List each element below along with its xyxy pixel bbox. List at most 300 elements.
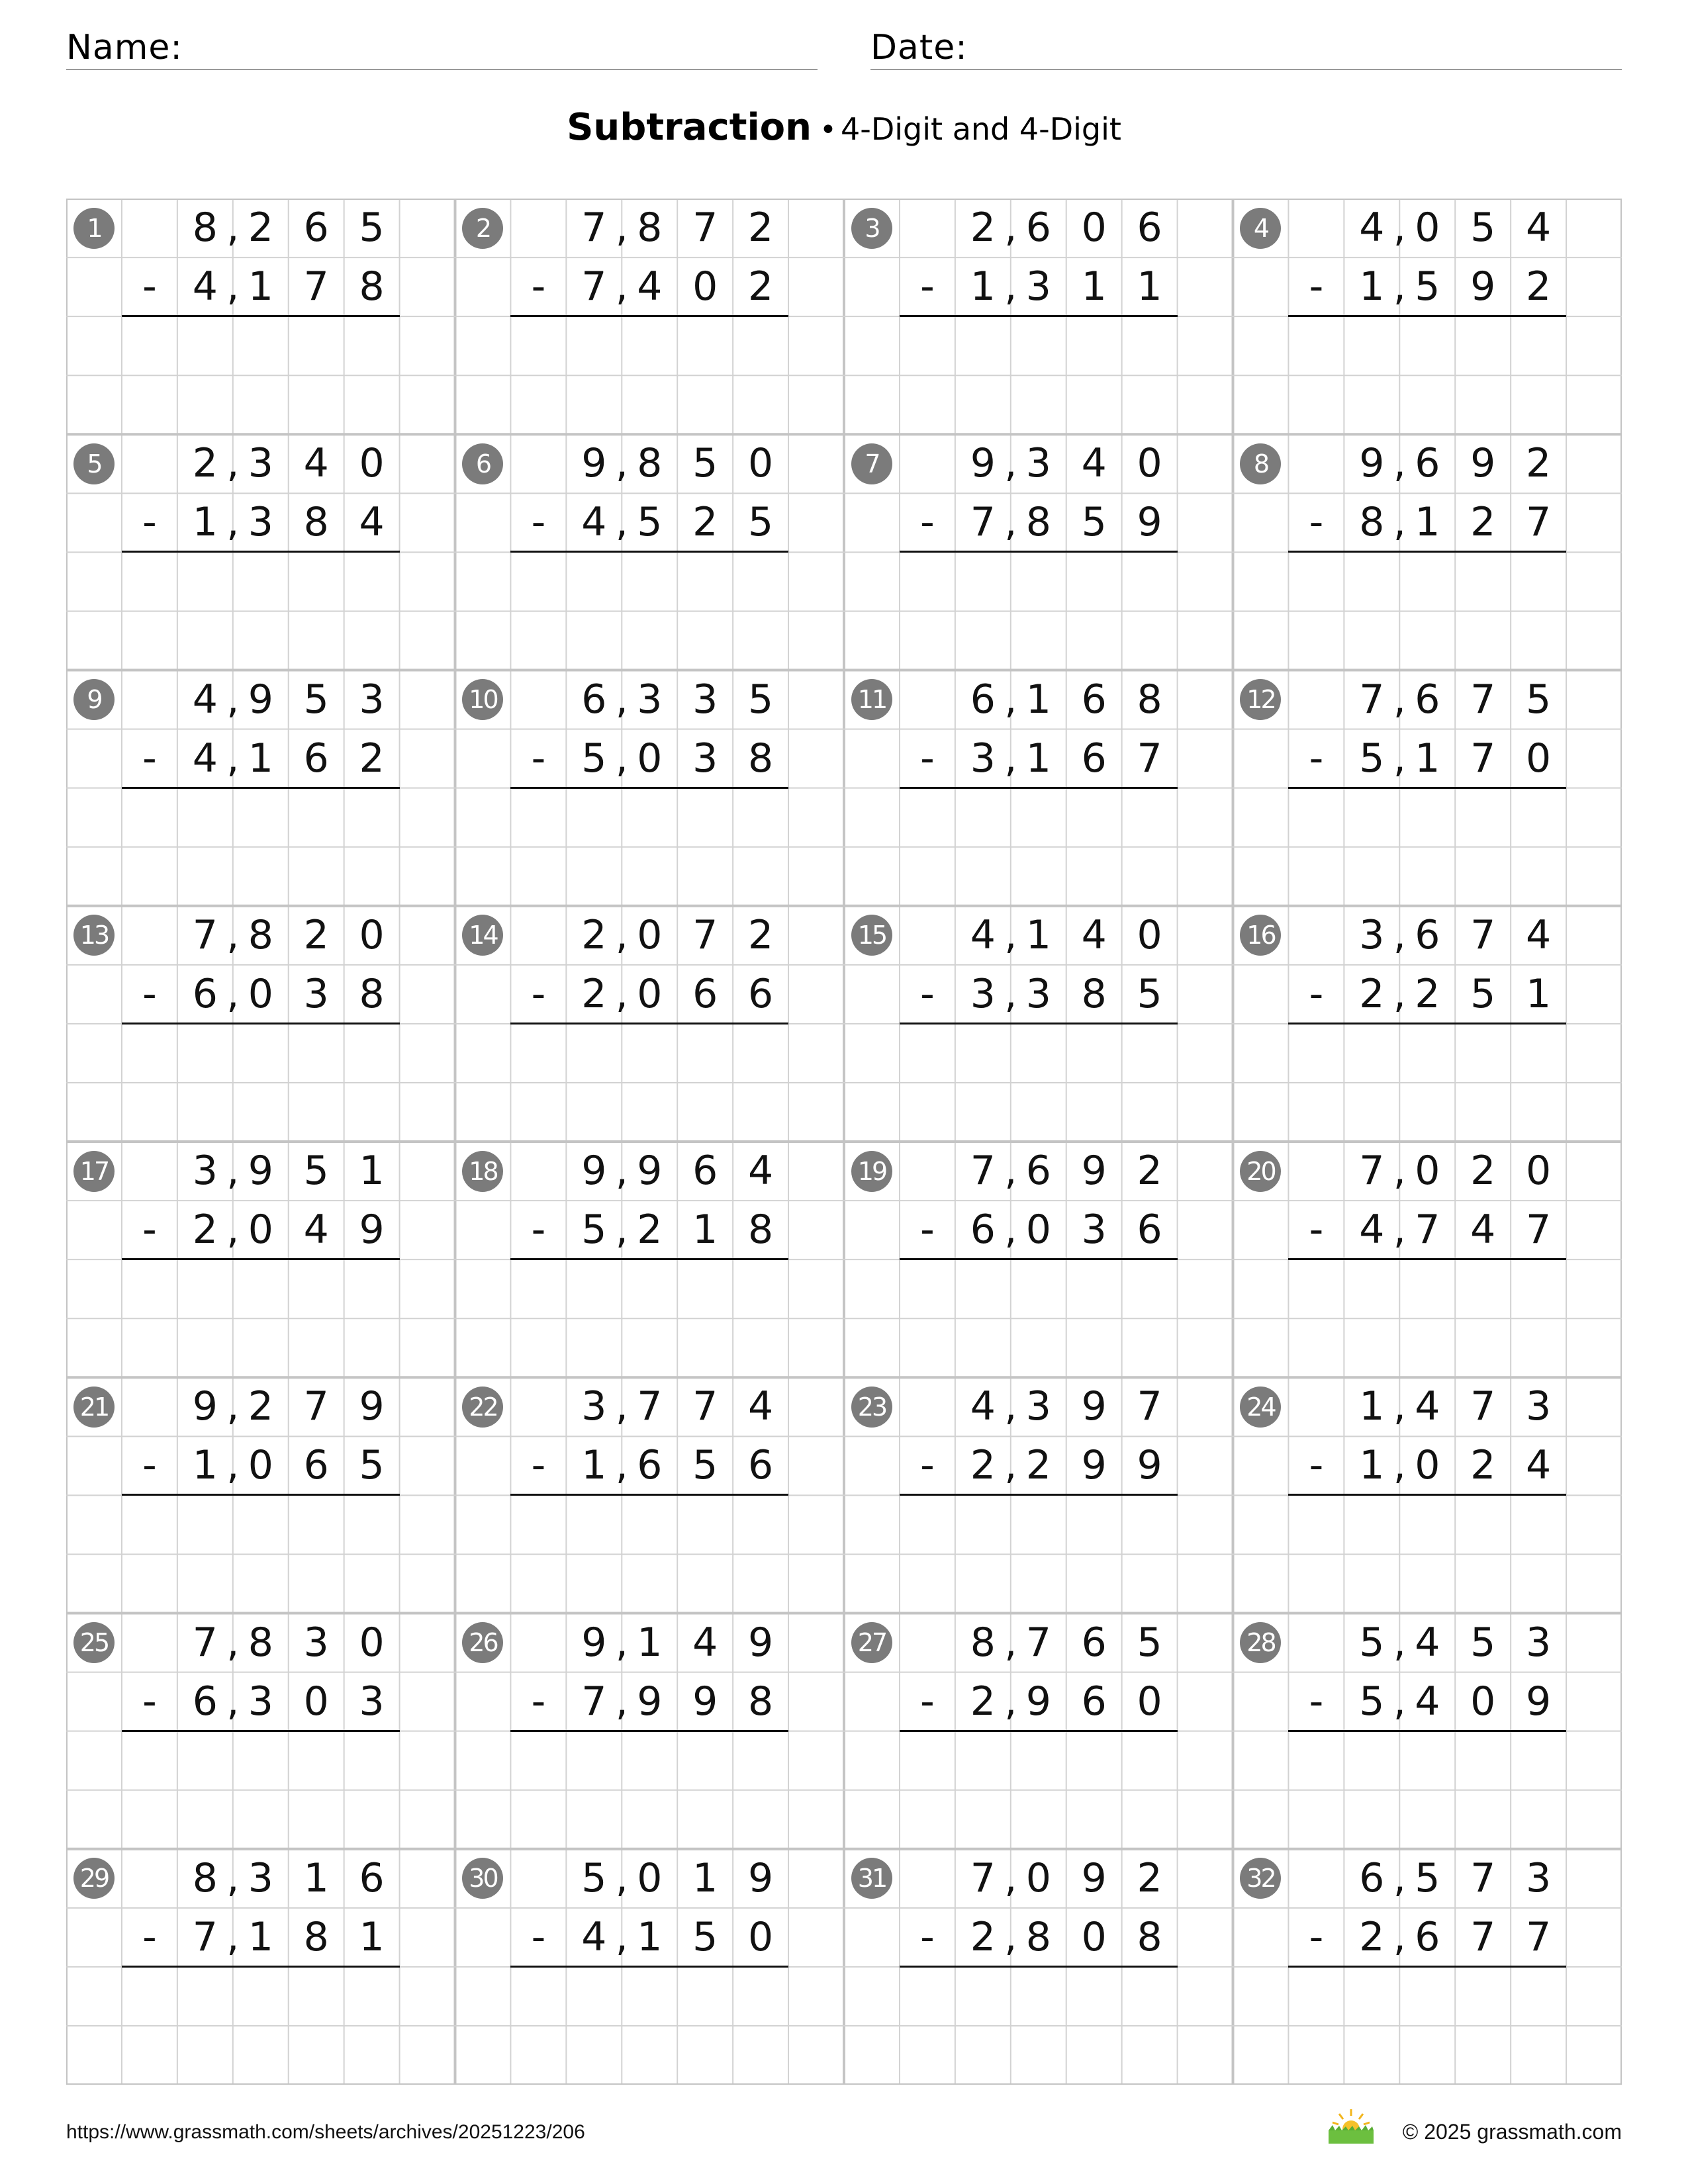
subtrahend-digit: 6 [748, 970, 774, 1017]
minuend-digit: 8 [970, 1619, 996, 1666]
subtrahend-separator: , [1393, 1442, 1406, 1489]
minus-operator: - [1309, 1678, 1324, 1725]
problem-number-badge: 5 [73, 443, 115, 484]
minuend-digit: 9 [1359, 440, 1385, 487]
minuend-digit: 1 [637, 1619, 663, 1666]
minuend-digit: 9 [1081, 1854, 1107, 1901]
minuend-digit: 6 [359, 1854, 385, 1901]
problem-grid [66, 199, 1622, 2085]
subtrahend-digit: 2 [692, 499, 718, 546]
minuend-digit: 3 [192, 1148, 218, 1194]
minus-operator: - [142, 735, 157, 782]
problem-number-badge: 28 [1240, 1622, 1281, 1663]
subtrahend-digit: 5 [359, 1442, 385, 1489]
minuend-digit: 6 [1081, 1619, 1107, 1666]
minuend-digit: 5 [303, 1148, 329, 1194]
subtrahend-separator: , [1004, 1678, 1017, 1725]
subtrahend-digit: 8 [748, 1206, 774, 1253]
minuend-digit: 1 [303, 1854, 329, 1901]
minuend-digit: 7 [692, 205, 718, 251]
subtrahend-digit: 7 [1415, 1206, 1440, 1253]
subtrahend-digit: 0 [637, 970, 663, 1017]
minuend-digit: 9 [637, 1148, 663, 1194]
minuend-digit: 9 [970, 440, 996, 487]
minuend-digit: 9 [748, 1854, 774, 1901]
subtrahend-digit: 5 [637, 499, 663, 546]
subtrahend-digit: 1 [1415, 735, 1440, 782]
minus-operator: - [531, 1442, 546, 1489]
minuend-separator: , [226, 205, 240, 251]
minuend-digit: 4 [1526, 911, 1552, 958]
subtrahend-digit: 8 [359, 263, 385, 310]
problem-number-badge: 25 [73, 1622, 115, 1663]
answer-line [1288, 551, 1566, 553]
minuend-digit: 3 [1025, 1383, 1051, 1430]
minus-operator: - [142, 1206, 157, 1253]
subtrahend-digit: 6 [1081, 735, 1107, 782]
minuend-separator: , [615, 1619, 628, 1666]
minuend-digit: 3 [1526, 1383, 1552, 1430]
subtrahend-digit: 2 [1470, 499, 1496, 546]
problem-number-badge: 31 [851, 1858, 892, 1899]
minuend-digit: 5 [1359, 1619, 1385, 1666]
subtrahend-separator: , [1004, 499, 1017, 546]
problem-number-badge: 18 [462, 1151, 503, 1192]
subtrahend-digit: 2 [970, 1442, 996, 1489]
subtrahend-digit: 5 [1137, 970, 1162, 1017]
subtrahend-digit: 2 [637, 1206, 663, 1253]
problem-number-badge: 17 [73, 1151, 115, 1192]
minuend-separator: , [226, 1619, 240, 1666]
subtrahend-digit: 6 [1415, 1913, 1440, 1960]
subtrahend-separator: , [615, 1678, 628, 1725]
subtrahend-digit: 4 [1526, 1442, 1552, 1489]
subtrahend-digit: 8 [748, 1678, 774, 1725]
minuend-digit: 9 [359, 1383, 385, 1430]
subtrahend-digit: 2 [1415, 970, 1440, 1017]
subtrahend-digit: 9 [692, 1678, 718, 1725]
minus-operator: - [920, 1678, 935, 1725]
minuend-digit: 3 [1526, 1619, 1552, 1666]
answer-line [122, 1258, 400, 1260]
subtrahend-digit: 4 [581, 1913, 607, 1960]
subtrahend-digit: 7 [1470, 1913, 1496, 1960]
subtrahend-digit: 1 [970, 263, 996, 310]
subtrahend-digit: 1 [248, 735, 273, 782]
minuend-digit: 3 [581, 1383, 607, 1430]
subtrahend-digit: 0 [1081, 1913, 1107, 1960]
minuend-digit: 4 [1081, 911, 1107, 958]
subtrahend-digit: 1 [581, 1442, 607, 1489]
minuend-digit: 4 [192, 676, 218, 723]
subtrahend-digit: 0 [248, 1206, 273, 1253]
minuend-digit: 8 [637, 205, 663, 251]
answer-line [1288, 1258, 1566, 1260]
subtrahend-digit: 0 [1137, 1678, 1162, 1725]
subtrahend-separator: , [226, 1913, 240, 1960]
minuend-separator: , [615, 1854, 628, 1901]
minuend-digit: 4 [692, 1619, 718, 1666]
answer-line [1288, 315, 1566, 317]
subtrahend-digit: 6 [192, 1678, 218, 1725]
minuend-digit: 7 [1470, 676, 1496, 723]
minus-operator: - [531, 1206, 546, 1253]
minuend-separator: , [1393, 1854, 1406, 1901]
subtrahend-digit: 8 [359, 970, 385, 1017]
minuend-digit: 6 [970, 676, 996, 723]
minuend-digit: 0 [1526, 1148, 1552, 1194]
minuend-digit: 0 [637, 1854, 663, 1901]
minuend-separator: , [1393, 205, 1406, 251]
subtrahend-digit: 2 [1526, 263, 1552, 310]
minus-operator: - [531, 1678, 546, 1725]
subtrahend-digit: 3 [1025, 970, 1051, 1017]
subtrahend-digit: 1 [1359, 1442, 1385, 1489]
minuend-digit: 5 [1415, 1854, 1440, 1901]
minuend-separator: , [1004, 1854, 1017, 1901]
subtrahend-digit: 1 [692, 1206, 718, 1253]
subtrahend-digit: 6 [192, 970, 218, 1017]
minuend-separator: , [1004, 676, 1017, 723]
minuend-digit: 9 [581, 1619, 607, 1666]
subtrahend-digit: 3 [303, 970, 329, 1017]
subtrahend-digit: 8 [1359, 499, 1385, 546]
minuend-digit: 9 [192, 1383, 218, 1430]
minuend-digit: 9 [581, 440, 607, 487]
minus-operator: - [531, 1913, 546, 1960]
minus-operator: - [142, 1442, 157, 1489]
subtrahend-digit: 2 [359, 735, 385, 782]
subtrahend-digit: 6 [970, 1206, 996, 1253]
minuend-digit: 7 [1025, 1619, 1051, 1666]
subtrahend-separator: , [615, 970, 628, 1017]
minuend-digit: 9 [1081, 1383, 1107, 1430]
date-field[interactable] [870, 23, 1622, 70]
problem-number-badge: 2 [462, 208, 503, 249]
minus-operator: - [531, 735, 546, 782]
minuend-digit: 6 [1359, 1854, 1385, 1901]
minuend-digit: 2 [248, 205, 273, 251]
answer-line [1288, 787, 1566, 789]
minuend-digit: 0 [1415, 205, 1440, 251]
problem-number-badge: 15 [851, 915, 892, 956]
minuend-digit: 7 [692, 1383, 718, 1430]
minus-operator: - [142, 1913, 157, 1960]
minuend-digit: 0 [1025, 1854, 1051, 1901]
subtrahend-digit: 1 [1526, 970, 1552, 1017]
subtrahend-digit: 4 [637, 263, 663, 310]
minuend-digit: 4 [748, 1148, 774, 1194]
minuend-digit: 7 [1359, 1148, 1385, 1194]
subtrahend-digit: 1 [248, 1913, 273, 1960]
title-subtitle: 4-Digit and 4-Digit [840, 111, 1121, 147]
minuend-separator: , [226, 1854, 240, 1901]
minuend-digit: 4 [1359, 205, 1385, 251]
problem-number-badge: 22 [462, 1387, 503, 1428]
problem-number-badge: 8 [1240, 443, 1281, 484]
subtrahend-digit: 9 [1137, 499, 1162, 546]
minuend-digit: 7 [1470, 911, 1496, 958]
name-field[interactable] [66, 23, 818, 70]
subtrahend-digit: 4 [1359, 1206, 1385, 1253]
minuend-digit: 7 [192, 911, 218, 958]
subtrahend-digit: 0 [1025, 1206, 1051, 1253]
minus-operator: - [920, 263, 935, 310]
subtrahend-digit: 5 [1359, 735, 1385, 782]
subtrahend-separator: , [1393, 263, 1406, 310]
minus-operator: - [920, 970, 935, 1017]
minuend-digit: 2 [1137, 1148, 1162, 1194]
minuend-digit: 6 [303, 205, 329, 251]
subtrahend-digit: 9 [1081, 1442, 1107, 1489]
subtrahend-digit: 8 [1137, 1913, 1162, 1960]
subtrahend-digit: 4 [1415, 1678, 1440, 1725]
minuend-separator: , [226, 440, 240, 487]
subtrahend-digit: 3 [359, 1678, 385, 1725]
subtrahend-separator: , [1393, 1678, 1406, 1725]
subtrahend-digit: 5 [1470, 970, 1496, 1017]
subtrahend-separator: , [226, 970, 240, 1017]
subtrahend-digit: 6 [1137, 1206, 1162, 1253]
answer-line [510, 551, 788, 553]
subtrahend-digit: 8 [303, 499, 329, 546]
problem-number-badge: 30 [462, 1858, 503, 1899]
footer-copyright: © 2025 grassmath.com [1402, 2120, 1622, 2144]
minuend-digit: 2 [1470, 1148, 1496, 1194]
minuend-digit: 3 [637, 676, 663, 723]
subtrahend-digit: 7 [192, 1913, 218, 1960]
answer-line [122, 1730, 400, 1732]
subtrahend-digit: 7 [581, 263, 607, 310]
minuend-digit: 8 [637, 440, 663, 487]
minuend-digit: 3 [1526, 1854, 1552, 1901]
subtrahend-digit: 4 [192, 263, 218, 310]
subtrahend-digit: 3 [692, 735, 718, 782]
subtrahend-digit: 4 [581, 499, 607, 546]
minus-operator: - [142, 499, 157, 546]
problem-number-badge: 32 [1240, 1858, 1281, 1899]
subtrahend-digit: 4 [303, 1206, 329, 1253]
minuend-digit: 8 [192, 205, 218, 251]
subtrahend-digit: 9 [359, 1206, 385, 1253]
problem-number-badge: 27 [851, 1622, 892, 1663]
minus-operator: - [142, 970, 157, 1017]
answer-line [900, 1494, 1178, 1496]
subtrahend-separator: , [1393, 970, 1406, 1017]
minuend-digit: 2 [248, 1383, 273, 1430]
minuend-separator: , [1004, 1383, 1017, 1430]
subtrahend-digit: 5 [692, 1442, 718, 1489]
subtrahend-digit: 4 [192, 735, 218, 782]
answer-line [1288, 1966, 1566, 1968]
minuend-digit: 4 [1415, 1619, 1440, 1666]
problem-number-badge: 26 [462, 1622, 503, 1663]
minuend-digit: 4 [1081, 440, 1107, 487]
name-label: Name: [66, 28, 183, 68]
subtrahend-digit: 6 [748, 1442, 774, 1489]
minuend-digit: 3 [692, 676, 718, 723]
subtrahend-digit: 0 [1415, 1442, 1440, 1489]
minuend-separator: , [1393, 676, 1406, 723]
minuend-separator: , [1393, 440, 1406, 487]
subtrahend-digit: 0 [637, 735, 663, 782]
subtrahend-digit: 2 [1359, 970, 1385, 1017]
minuend-digit: 4 [748, 1383, 774, 1430]
minuend-digit: 9 [248, 676, 273, 723]
minus-operator: - [920, 499, 935, 546]
minus-operator: - [1309, 970, 1324, 1017]
subtrahend-digit: 9 [1526, 1678, 1552, 1725]
minuend-separator: , [1004, 440, 1017, 487]
subtrahend-digit: 6 [303, 735, 329, 782]
answer-line [900, 1966, 1178, 1968]
subtrahend-digit: 7 [970, 499, 996, 546]
answer-line [122, 315, 400, 317]
minuend-separator: , [615, 1148, 628, 1194]
subtrahend-digit: 7 [303, 263, 329, 310]
minuend-digit: 7 [970, 1148, 996, 1194]
minus-operator: - [1309, 735, 1324, 782]
minuend-digit: 6 [581, 676, 607, 723]
subtrahend-separator: , [226, 1206, 240, 1253]
minuend-digit: 0 [637, 911, 663, 958]
subtrahend-separator: , [1393, 499, 1406, 546]
subtrahend-separator: , [226, 499, 240, 546]
subtrahend-separator: , [1004, 263, 1017, 310]
minuend-separator: , [226, 676, 240, 723]
minus-operator: - [1309, 1913, 1324, 1960]
subtrahend-digit: 1 [359, 1913, 385, 1960]
minuend-digit: 2 [1137, 1854, 1162, 1901]
subtrahend-separator: , [1393, 735, 1406, 782]
minuend-digit: 8 [248, 911, 273, 958]
subtrahend-digit: 8 [1025, 499, 1051, 546]
subtrahend-digit: 7 [581, 1678, 607, 1725]
subtrahend-digit: 3 [248, 1678, 273, 1725]
minuend-digit: 5 [748, 676, 774, 723]
subtrahend-separator: , [1004, 970, 1017, 1017]
minuend-digit: 1 [1359, 1383, 1385, 1430]
minuend-digit: 2 [748, 205, 774, 251]
subtrahend-separator: , [615, 735, 628, 782]
answer-line [122, 1023, 400, 1024]
problem-number-badge: 19 [851, 1151, 892, 1192]
answer-line [1288, 1023, 1566, 1024]
grass-sun-logo-icon [1327, 2108, 1375, 2145]
minus-operator: - [531, 970, 546, 1017]
subtrahend-digit: 1 [192, 1442, 218, 1489]
minuend-digit: 9 [581, 1148, 607, 1194]
minuend-digit: 7 [1470, 1383, 1496, 1430]
subtrahend-digit: 6 [303, 1442, 329, 1489]
minuend-digit: 7 [970, 1854, 996, 1901]
minus-operator: - [1309, 1206, 1324, 1253]
subtrahend-digit: 9 [1470, 263, 1496, 310]
subtrahend-digit: 5 [1359, 1678, 1385, 1725]
subtrahend-digit: 8 [748, 735, 774, 782]
subtrahend-digit: 5 [1415, 263, 1440, 310]
subtrahend-separator: , [1393, 1913, 1406, 1960]
subtrahend-digit: 0 [248, 1442, 273, 1489]
subtrahend-separator: , [615, 263, 628, 310]
answer-line [900, 551, 1178, 553]
worksheet-title [0, 106, 1688, 149]
subtrahend-digit: 1 [1359, 263, 1385, 310]
minuend-digit: 2 [303, 911, 329, 958]
subtrahend-digit: 0 [748, 1913, 774, 1960]
minuend-digit: 2 [970, 205, 996, 251]
answer-line [510, 1966, 788, 1968]
subtrahend-digit: 7 [1137, 735, 1162, 782]
subtrahend-separator: , [615, 1206, 628, 1253]
minuend-digit: 7 [1359, 676, 1385, 723]
subtrahend-digit: 1 [637, 1913, 663, 1960]
subtrahend-digit: 9 [1137, 1442, 1162, 1489]
subtrahend-digit: 5 [581, 1206, 607, 1253]
minus-operator: - [1309, 499, 1324, 546]
minuend-separator: , [1393, 1619, 1406, 1666]
minuend-digit: 5 [1137, 1619, 1162, 1666]
minus-operator: - [142, 1678, 157, 1725]
minuend-digit: 6 [1025, 205, 1051, 251]
minuend-separator: , [1004, 1619, 1017, 1666]
answer-line [1288, 1494, 1566, 1496]
minuend-separator: , [1004, 911, 1017, 958]
minus-operator: - [531, 263, 546, 310]
answer-line [510, 1258, 788, 1260]
subtrahend-separator: , [1393, 1206, 1406, 1253]
problem-number-badge: 12 [1240, 679, 1281, 720]
minuend-separator: , [1393, 911, 1406, 958]
subtrahend-digit: 7 [1526, 1913, 1552, 1960]
minuend-digit: 4 [1526, 205, 1552, 251]
minuend-separator: , [615, 911, 628, 958]
minuend-digit: 5 [359, 205, 385, 251]
answer-line [510, 1494, 788, 1496]
problem-number-badge: 10 [462, 679, 503, 720]
date-label: Date: [870, 28, 968, 68]
answer-line [900, 787, 1178, 789]
problem-number-badge: 1 [73, 208, 115, 249]
minuend-digit: 7 [637, 1383, 663, 1430]
subtrahend-separator: , [226, 263, 240, 310]
minuend-separator: , [1004, 1148, 1017, 1194]
problem-number-badge: 23 [851, 1387, 892, 1428]
subtrahend-separator: , [1004, 1913, 1017, 1960]
minus-operator: - [920, 1206, 935, 1253]
minuend-digit: 3 [248, 1854, 273, 1901]
answer-line [122, 1494, 400, 1496]
subtrahend-digit: 1 [192, 499, 218, 546]
subtrahend-digit: 7 [1526, 1206, 1552, 1253]
problem-number-badge: 4 [1240, 208, 1281, 249]
minuend-digit: 0 [748, 440, 774, 487]
minuend-digit: 2 [192, 440, 218, 487]
minuend-separator: , [226, 1148, 240, 1194]
answer-line [510, 315, 788, 317]
subtrahend-separator: , [615, 1913, 628, 1960]
minus-operator: - [142, 263, 157, 310]
subtrahend-digit: 9 [637, 1678, 663, 1725]
answer-line [900, 1258, 1178, 1260]
subtrahend-separator: , [226, 1678, 240, 1725]
minuend-digit: 2 [748, 911, 774, 958]
subtrahend-digit: 2 [1470, 1442, 1496, 1489]
minuend-digit: 9 [748, 1619, 774, 1666]
minuend-digit: 1 [359, 1148, 385, 1194]
subtrahend-digit: 2 [970, 1678, 996, 1725]
subtrahend-digit: 5 [692, 1913, 718, 1960]
